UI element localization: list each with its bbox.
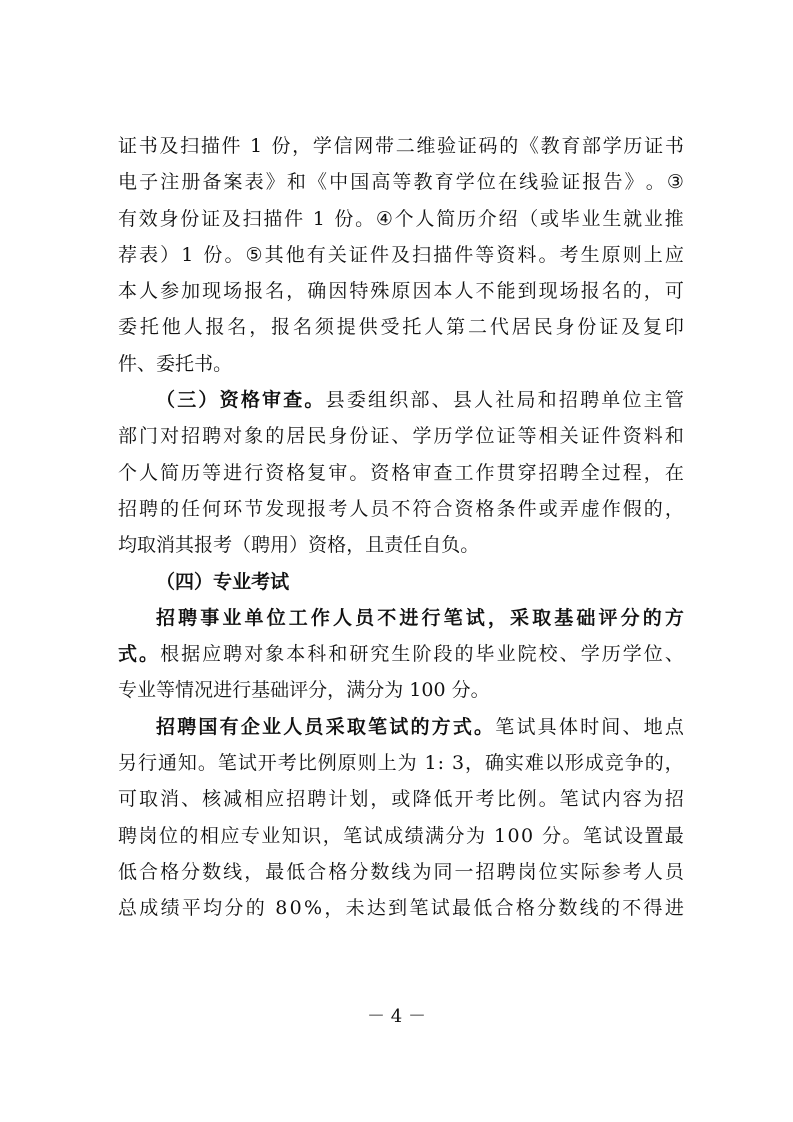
- text-line: 专 业 等 情 况 进 行 基 础 评 分 ， 满 分 为 1 0 0 分 。: [118, 679, 490, 702]
- text-line: 招 聘 的 任 何 环 节 发 现 报 考 人 员 不 符 合 资 格 条 件 或 弄 虚 作 假 的 ，: [118, 497, 684, 520]
- body-text: [118, 128, 684, 927]
- text-line: 证 书 及 扫 描 件 1 份 ， 学 信 网 带 二 维 验 证 码 的 《 教 育 部 学 历 证 书: [118, 135, 684, 157]
- text-line: 荐 表 ） 1 份 。 ⑤ 其 他 有 关 证 件 及 扫 描 件 等 资 料 。 考 生 原 则 上 应: [118, 243, 684, 266]
- text-line: 有 效 身 份 证 及 扫 描 件 1 份 。 ④ 个 人 简 历 介 绍 （ 或 毕 业 生 就 业 推: [118, 207, 684, 230]
- text-line: 招 聘 事 业 单 位 工 作 人 员 不 进 行 笔 试 ， 采 取 基 础 评 分 的 方: [156, 606, 684, 629]
- text-line: （ 三 ） 资 格 审 查 。 县 委 组 织 部 、 县 人 社 局 和 招 聘 单 位 主 管: [156, 389, 684, 412]
- text-line: 另 行 通 知 。 笔 试 开 考 比 例 原 则 上 为 1 : 3 ， 确 实 难 以 形 成 竞 争 的 ，: [118, 752, 684, 775]
- page-number: － 4 －: [367, 1006, 426, 1027]
- text-line: （ 四 ） 专 业 考 试: [156, 570, 290, 593]
- text-line: 件 、 委 托 书 。: [118, 352, 233, 375]
- text-line: 招 聘 国 有 企 业 人 员 采 取 笔 试 的 方 式 。 笔 试 具 体 时 间 、 地 点: [156, 715, 684, 738]
- text-line: 聘 岗 位 的 相 应 专 业 知 识 ， 笔 试 成 绩 满 分 为 1 0 0 分 。 笔 试 设 置 最: [118, 824, 684, 847]
- text-line: 式 。 根 据 应 聘 对 象 本 科 和 研 究 生 阶 段 的 毕 业 院 校 、 学 历 学 位 、: [118, 643, 684, 666]
- text-line: 电 子 注 册 备 案 表 》 和 《 中 国 高 等 教 育 学 位 在 线 验 证 报 告 》 。 ③: [118, 171, 684, 194]
- text-line: 总 成 绩 平 均 分 的 8 0 % ， 未 达 到 笔 试 最 低 合 格 分 数 线 的 不 得 进: [118, 897, 684, 920]
- text-line: 低 合 格 分 数 线 ， 最 低 合 格 分 数 线 为 同 一 招 聘 岗 位 实 际 参 考 人 员: [118, 860, 684, 883]
- text-line: 部 门 对 招 聘 对 象 的 居 民 身 份 证 、 学 历 学 位 证 等 相 关 证 件 资 料 和: [118, 425, 684, 448]
- text-line: 本 人 参 加 现 场 报 名 ， 确 因 特 殊 原 因 本 人 不 能 到 现 场 报 名 的 ， 可: [118, 280, 684, 303]
- text-line: 均 取 消 其 报 考 （ 聘 用 ） 资 格 ， 且 责 任 自 负 。: [118, 534, 480, 557]
- text-line: 委 托 他 人 报 名 ， 报 名 须 提 供 受 托 人 第 二 代 居 民 身 份 证 及 复 印: [118, 316, 684, 339]
- text-line: 个 人 简 历 等 进 行 资 格 复 审 。 资 格 审 查 工 作 贯 穿 招 聘 全 过 程 ， 在: [118, 461, 684, 484]
- text-line: 可 取 消 、 核 减 相 应 招 聘 计 划 ， 或 降 低 开 考 比 例 。 笔 试 内 容 为 招: [118, 788, 684, 811]
